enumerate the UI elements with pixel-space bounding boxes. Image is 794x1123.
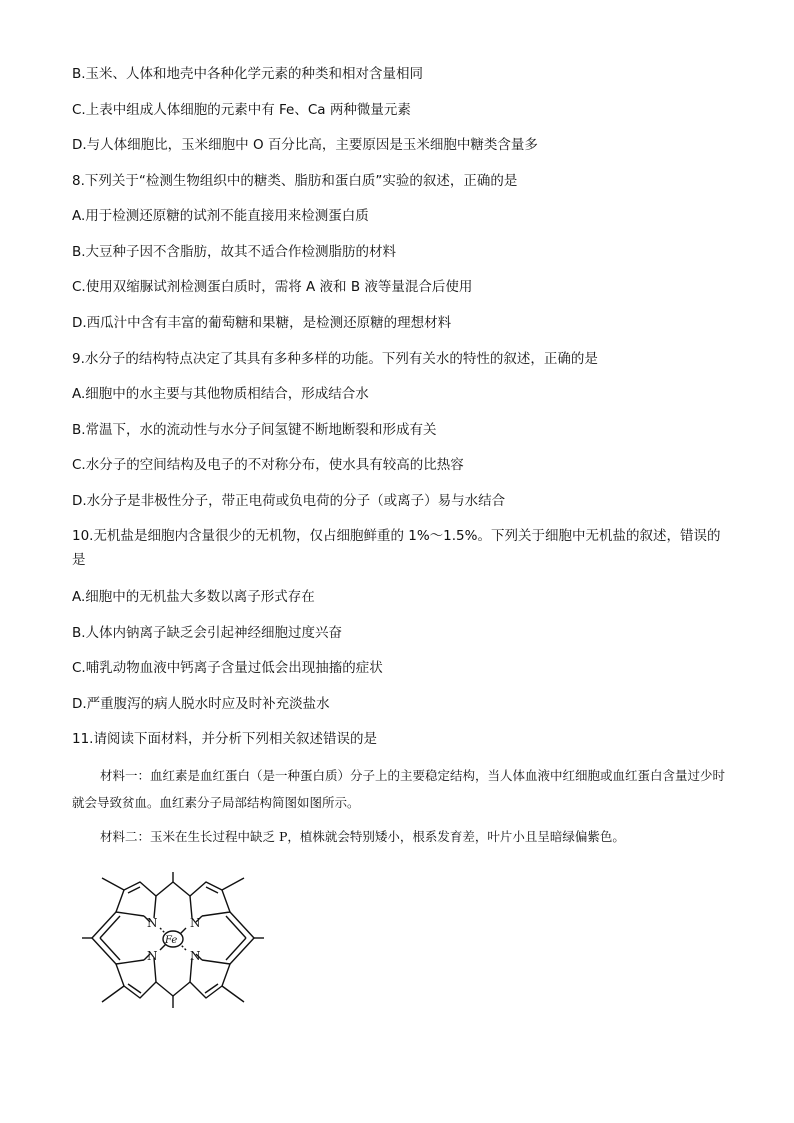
q8-option-c: C.使用双缩脲试剂检测蛋白质时，需将 A 液和 B 液等量混合后使用 [72, 279, 473, 295]
q9-option-c: C.水分子的空间结构及电子的不对称分布，使水具有较高的比热容 [72, 457, 464, 473]
meso-bridge-bottom [156, 982, 190, 996]
q8-option-a: A.用于检测还原糖的试剂不能直接用来检测蛋白质 [72, 208, 369, 224]
q10-option-a: A.细胞中的无机盐大多数以离子形式存在 [72, 589, 315, 605]
meso-bridge-right [230, 912, 254, 964]
ring-link-top-right [190, 896, 192, 918]
substituent-bottom-right [222, 986, 244, 1002]
coord-bond-top-left [160, 928, 166, 934]
q11-material-two: 材料二：玉米在生长过程中缺乏 P，植株就会特别矮小，根系发育差，叶片小且呈暗绿偏紫色。 [100, 829, 625, 844]
coord-bond-top-right [180, 928, 186, 934]
pyrrole-ring-bottom-right [190, 960, 230, 998]
pyrrole-ring-bottom-left [116, 960, 156, 998]
ring-link-top-left [154, 896, 156, 918]
substituent-bottom-left [102, 986, 124, 1002]
double-bond-top-right [206, 887, 218, 893]
q9-option-b: B.常温下，水的流动性与水分子间氢键不断地断裂和形成有关 [72, 422, 437, 438]
q10-option-c: C.哺乳动物血液中钙离子含量过低会出现抽搐的症状 [72, 660, 383, 676]
q11-material-one: 材料一：血红素是血红蛋白（是一种蛋白质）分子上的主要稳定结构，当人体血液中红细胞或血红蛋白含量过少时就会导致贫血。血红素分子局部结构简图如图所示。 [72, 768, 726, 810]
n-atom-bottom-left: N [147, 949, 158, 963]
heme-structure-figure [78, 868, 268, 1016]
q8-stem: 8.下列关于“检测生物组织中的糖类、脂肪和蛋白质”实验的叙述，正确的是 [72, 173, 518, 189]
double-bond-bottom-left [128, 984, 141, 993]
q9-option-a: A.细胞中的水主要与其他物质相结合，形成结合水 [72, 386, 369, 402]
q8-option-d: D.西瓜汁中含有丰富的葡萄糖和果糖，是检测还原糖的理想材料 [72, 315, 452, 331]
n-atom-bottom-right: N [190, 949, 201, 963]
pyrrole-ring-top-left [102, 878, 156, 896]
pyrrole-ring-top-right-inner [202, 890, 230, 916]
n-atom-top-right: N [190, 916, 201, 930]
q10-option-b: B.人体内钠离子缺乏会引起神经细胞过度兴奋 [72, 625, 343, 641]
q10-stem: 10.无机盐是细胞内含量很少的无机物，仅占细胞鲜重的 1%～1.5%。下列关于细胞中无机盐的叙述，错误的是 [72, 528, 721, 568]
coord-bond-bottom-right [180, 944, 186, 950]
double-bond-bottom-right [205, 984, 218, 993]
q8-option-b: B.大豆种子因不含脂肪，故其不适合作检测脂肪的材料 [72, 244, 397, 260]
q7-option-b: B.玉米、人体和地壳中各种化学元素的种类和相对含量相同 [72, 66, 424, 82]
pyrrole-ring-top-left-inner [116, 890, 144, 916]
pyrrole-ring-top-right [190, 878, 244, 896]
q10-option-d: D.严重腹泻的病人脱水时应及时补充淡盐水 [72, 696, 330, 712]
q7-option-d: D.与人体细胞比，玉米细胞中 O 百分比高，主要原因是玉米细胞中糖类含量多 [72, 137, 538, 153]
q9-option-d: D.水分子是非极性分子，带正电荷或负电荷的分子（或离子）易与水结合 [72, 493, 506, 509]
n-atom-top-left: N [147, 916, 158, 930]
meso-bridge-top [156, 882, 190, 896]
q9-stem: 9.水分子的结构特点决定了其具有多种多样的功能。下列有关水的特性的叙述，正确的是 [72, 351, 598, 367]
q11-stem: 11.请阅读下面材料，并分析下列相关叙述错误的是 [72, 731, 377, 747]
meso-bridge-left [92, 912, 116, 964]
q7-option-c: C.上表中组成人体细胞的元素中有 Fe、Ca 两种微量元素 [72, 102, 411, 118]
fe-atom-label: Fe [165, 935, 178, 946]
double-bond-top-left [128, 887, 140, 893]
